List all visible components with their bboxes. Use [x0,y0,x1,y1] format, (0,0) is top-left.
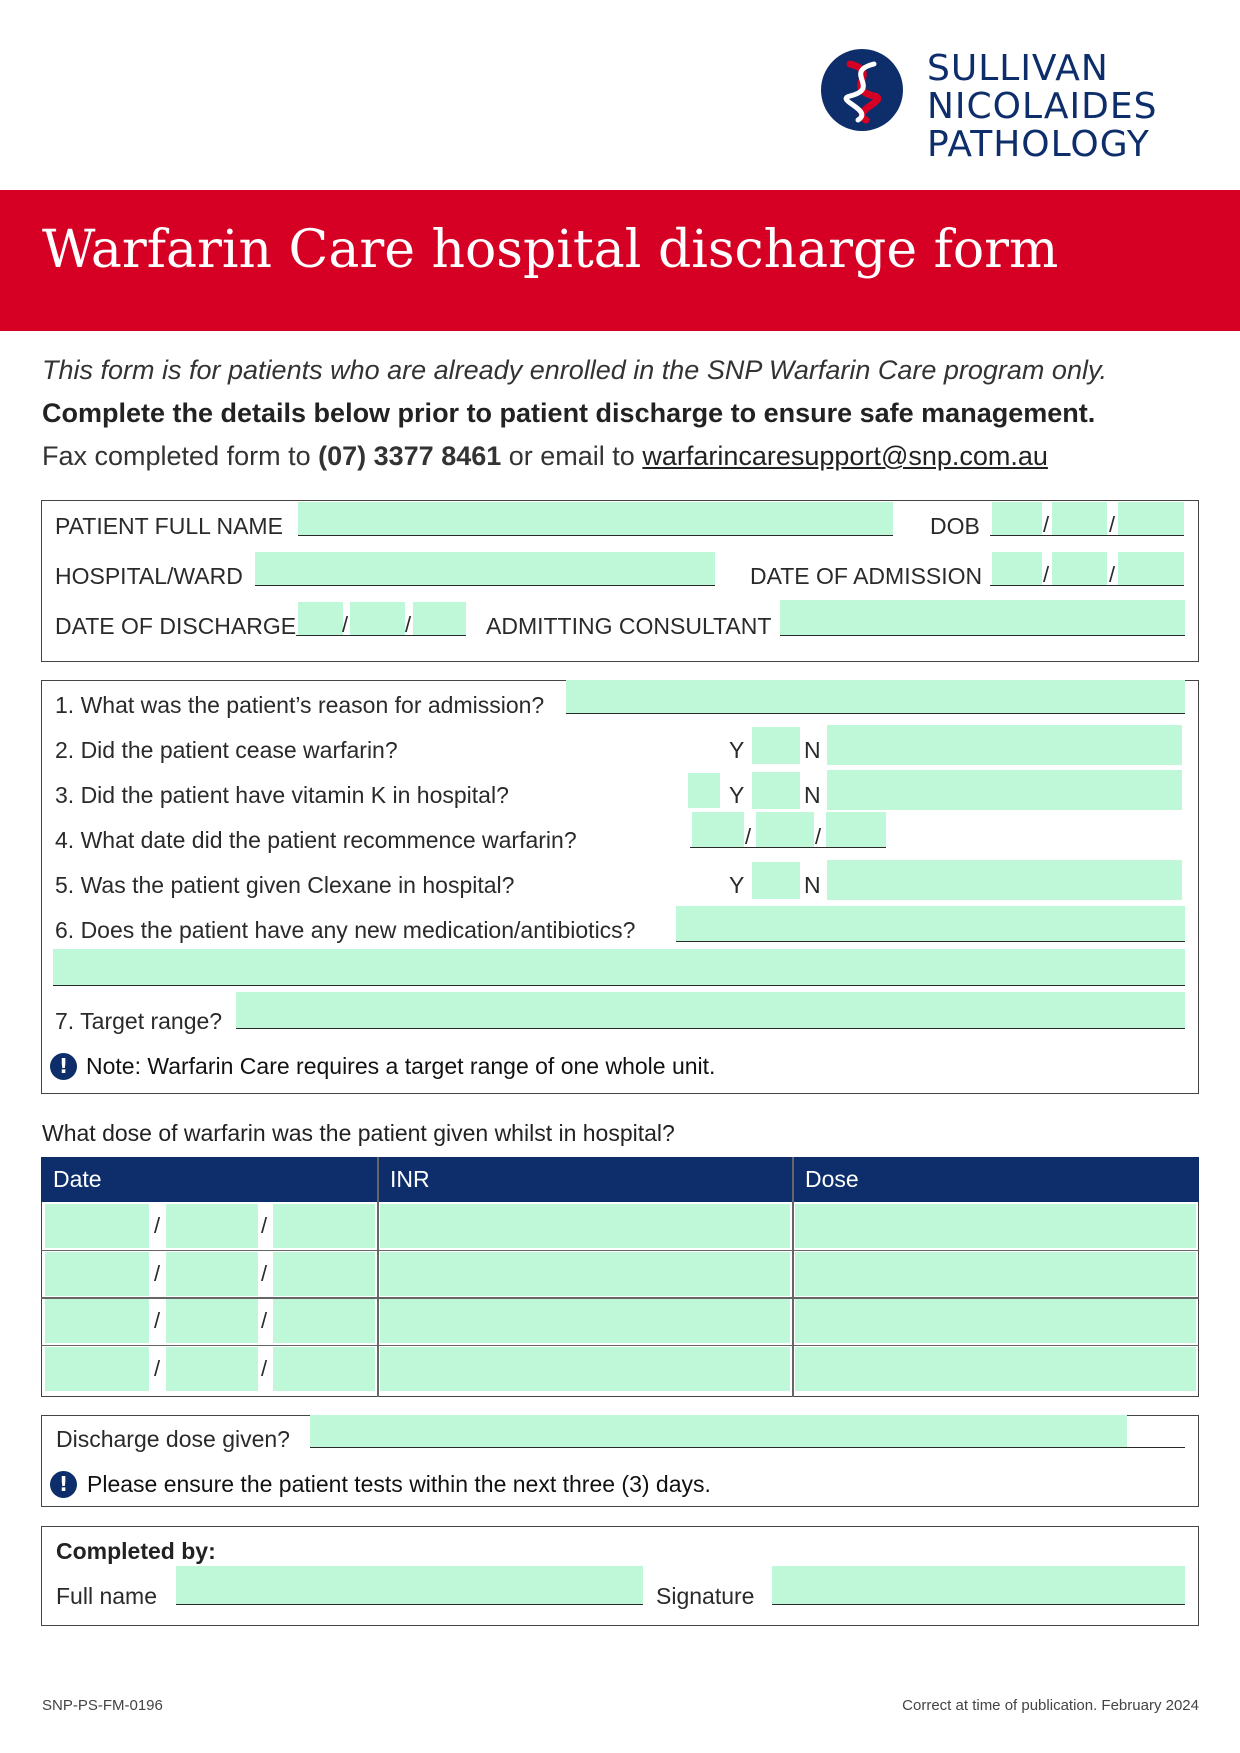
recommence-underline [690,847,886,848]
date-separator: / [1109,512,1116,537]
completed-by-heading: Completed by: [56,1538,216,1564]
dose-cell[interactable] [795,1204,1196,1248]
date-separator: / [1043,562,1050,587]
discharge-month-field[interactable] [350,602,405,635]
admitting-consultant-field[interactable] [780,600,1185,635]
dob-day-field[interactable] [992,502,1042,535]
target-range-field[interactable] [236,992,1185,1028]
date-separator: / [154,1213,161,1238]
target-range-underline [236,1028,1185,1029]
brand-line-2: NICOLAIDES [927,86,1158,127]
date-day-cell[interactable] [45,1347,149,1391]
recommence-year-field[interactable] [826,812,886,847]
date-separator: / [261,1260,268,1286]
date-year-cell[interactable] [273,1299,375,1343]
date-separator: / [745,824,752,849]
patient-full-name-underline [298,535,893,536]
vitamin-k-no-field[interactable] [827,770,1182,810]
date-month-cell[interactable] [166,1252,258,1296]
discharge-underline [296,635,466,636]
date-month-cell[interactable] [166,1347,258,1391]
fax-number: (07) 3377 8461 [318,441,502,471]
date-year-cell[interactable] [273,1347,375,1391]
signature-underline [772,1604,1185,1605]
new-medication-field-line-2[interactable] [53,949,1185,985]
new-medication-underline-2 [53,985,1185,986]
clexane-no-field[interactable] [827,860,1182,900]
row-divider [41,1297,1199,1299]
discharge-year-field[interactable] [413,602,466,635]
vitamin-k-extra-checkbox[interactable] [688,773,720,808]
dob-label: DOB [930,513,980,539]
publication-note: Correct at time of publication. February 2024 [902,1697,1199,1714]
date-month-cell[interactable] [166,1299,258,1343]
hospital-ward-underline [255,585,715,586]
column-divider [377,1157,379,1397]
discharge-note: Please ensure the patient tests within the next three (3) days. [87,1471,711,1497]
cease-yes-checkbox[interactable] [752,727,800,764]
recommence-day-field[interactable] [692,812,744,847]
cease-no-field[interactable] [827,725,1182,765]
vitamin-k-no-label: N [804,782,821,808]
info-icon: ! [50,1471,77,1498]
discharge-day-field[interactable] [298,602,343,635]
clexane-yes-label: Y [729,872,745,898]
dna-helix-icon [820,48,904,132]
dose-cell[interactable] [795,1252,1196,1296]
date-day-cell[interactable] [45,1204,149,1248]
question-4: 4. What date did the patient recommence warfarin? [55,827,577,853]
vitamin-k-yes-label: Y [729,782,745,808]
patient-full-name-field[interactable] [298,502,893,535]
intro-line-2: Complete the details below prior to patient discharge to ensure safe management. [42,398,1096,428]
date-day-cell[interactable] [45,1252,149,1296]
email-link[interactable]: warfarincaresupport@snp.com.au [642,441,1048,471]
intro-email-prefix: or email to [501,441,643,471]
question-5: 5. Was the patient given Clexane in hospital? [55,872,515,898]
intro-fax-prefix: Fax completed form to [42,441,319,471]
target-range-note: Note: Warfarin Care requires a target range of one whole unit. [86,1053,716,1079]
signature-field[interactable] [772,1566,1185,1604]
column-header-dose: Dose [805,1166,859,1192]
info-icon: ! [50,1053,77,1080]
form-code: SNP-PS-FM-0196 [42,1697,163,1714]
date-separator: / [1043,512,1050,537]
date-day-cell[interactable] [45,1299,149,1343]
dob-month-field[interactable] [1052,502,1107,535]
intro-line-1: This form is for patients who are already enrolled in the SNP Warfarin Care program only. [42,355,1107,385]
brand-name [927,50,1157,164]
date-separator: / [405,612,412,637]
recommence-month-field[interactable] [756,812,814,847]
signature-label: Signature [656,1583,755,1609]
date-separator: / [154,1355,161,1381]
row-divider [41,1345,1199,1347]
discharge-dose-field[interactable] [310,1415,1127,1447]
dob-year-field[interactable] [1118,502,1184,535]
date-separator: / [261,1308,268,1333]
admission-month-field[interactable] [1052,552,1107,585]
question-2: 2. Did the patient cease warfarin? [55,737,398,763]
date-separator: / [1109,562,1116,587]
discharge-dose-underline [310,1447,1185,1448]
vitamin-k-yes-checkbox[interactable] [752,772,800,809]
admission-day-field[interactable] [992,552,1042,585]
hospital-ward-field[interactable] [255,552,715,585]
date-separator: / [154,1260,161,1286]
hospital-ward-label: HOSPITAL/WARD [55,563,243,589]
row-divider [41,1250,1199,1252]
brand-line-3: PATHOLOGY [927,124,1150,165]
admitting-consultant-underline [780,635,1185,636]
date-month-cell[interactable] [166,1204,258,1248]
dose-heading: What dose of warfarin was the patient given whilst in hospital? [42,1120,675,1146]
full-name-underline [176,1604,643,1605]
date-separator: / [154,1308,161,1333]
question-3: 3. Did the patient have vitamin K in hospital? [55,782,509,808]
title-banner [0,190,1240,331]
date-of-admission-label: DATE OF ADMISSION [750,563,983,589]
admission-reason-underline [566,713,1185,714]
question-7: 7. Target range? [55,1008,223,1034]
new-medication-field[interactable] [676,906,1185,941]
column-header-inr: INR [390,1166,430,1192]
dob-underline [990,535,1184,536]
question-1: 1. What was the patient’s reason for admission? [55,692,545,718]
brand-line-1: SULLIVAN [927,48,1109,89]
column-divider [792,1157,794,1397]
question-6: 6. Does the patient have any new medication/antibiotics? [55,917,636,943]
cease-yes-label: Y [729,737,745,763]
discharge-dose-label: Discharge dose given? [56,1426,290,1452]
dose-cell[interactable] [795,1347,1196,1391]
inr-cell[interactable] [380,1347,790,1391]
clexane-no-label: N [804,872,821,898]
clexane-yes-checkbox[interactable] [752,862,800,899]
intro-line-3 [42,441,1048,472]
inr-cell[interactable] [380,1299,790,1343]
date-year-cell[interactable] [273,1252,375,1296]
full-name-label: Full name [56,1583,157,1609]
admission-underline [990,585,1184,586]
date-of-discharge-label: DATE OF DISCHARGE [55,613,297,639]
page-title: Warfarin Care hospital discharge form [42,220,1059,280]
full-name-field[interactable] [176,1566,643,1604]
date-separator: / [261,1355,268,1381]
inr-cell[interactable] [380,1204,790,1248]
date-separator: / [342,612,349,637]
patient-full-name-label: PATIENT FULL NAME [55,513,283,539]
cease-no-label: N [804,737,821,763]
date-separator: / [815,824,822,849]
admitting-consultant-label: ADMITTING CONSULTANT [486,613,772,639]
date-separator: / [261,1213,268,1238]
date-year-cell[interactable] [273,1204,375,1248]
new-medication-underline [676,941,1185,942]
column-header-date: Date [53,1166,102,1192]
dose-cell[interactable] [795,1299,1196,1343]
inr-cell[interactable] [380,1252,790,1296]
brand-logo [820,48,904,132]
admission-year-field[interactable] [1118,552,1184,585]
admission-reason-field[interactable] [566,680,1185,713]
